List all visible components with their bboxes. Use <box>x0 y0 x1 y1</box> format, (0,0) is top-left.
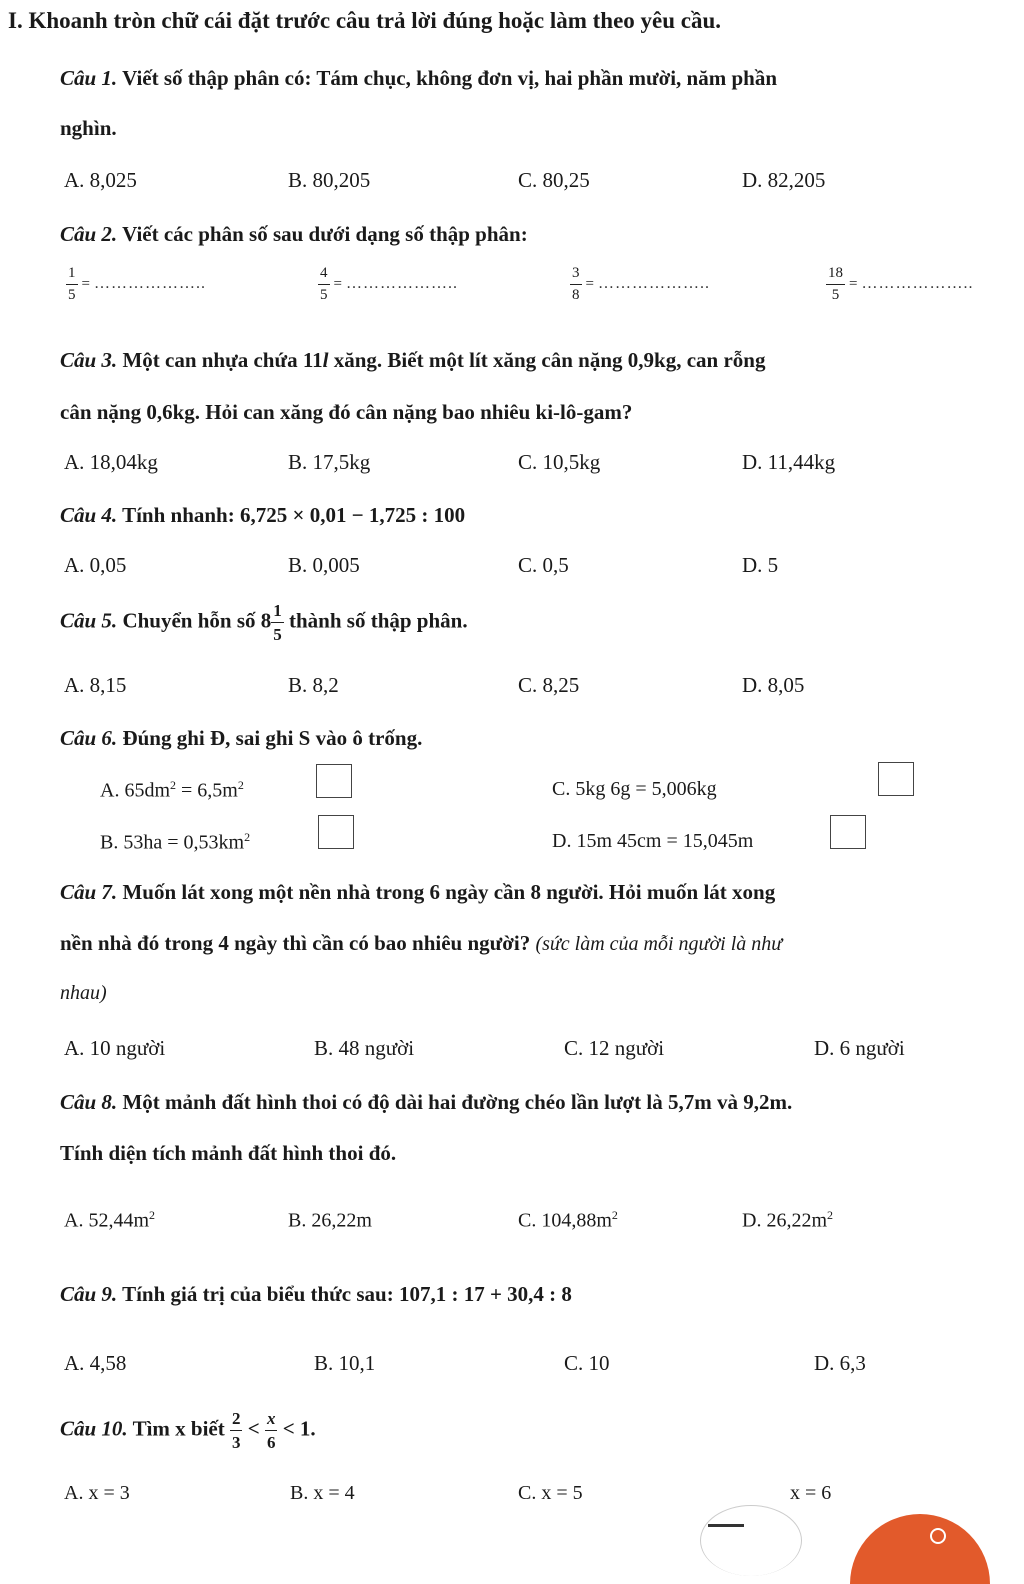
q8-option-c[interactable]: C. $104,88m^2$ <box>518 1208 618 1232</box>
section-title: I. Khoanh tròn chữ cái đặt trước câu trả lời đúng hoặc làm theo yêu cầu. <box>8 8 722 33</box>
q2-answer-blank-2[interactable]: ……………….. <box>345 275 458 293</box>
q3-option-a[interactable]: A. 18,04kg <box>64 450 158 474</box>
q4-option-c[interactable]: C. 0,5 <box>518 553 569 577</box>
q7-option-a[interactable]: A. 10 người <box>64 1036 166 1060</box>
question-7-cont: nền nhà đó trong 4 ngày thì cần có bao nhiêu người? (sức làm của mỗi người là như <box>60 931 783 955</box>
q2-fraction-1: $\frac{1}{5}$ = ……………….. <box>68 265 206 303</box>
q7-option-b[interactable]: B. 48 người <box>314 1036 415 1060</box>
question-7: Câu 7. Muốn lát xong một nền nhà trong 6 ngày cần 8 người. Hỏi muốn lát xong <box>60 880 776 904</box>
question-2: Câu 2. Viết các phân số sau dưới dạng số thập phân: <box>60 222 528 246</box>
question-3: Câu 3. Một can nhựa chứa 11l xăng. Biết một lít xăng cân nặng 0,9kg, can rỗng <box>60 348 766 372</box>
q9-option-b[interactable]: B. 10,1 <box>314 1351 376 1375</box>
q1-option-d[interactable]: D. 82,205 <box>742 168 826 192</box>
question-6: Câu 6. Đúng ghi Đ, sai ghi S vào ô trống. <box>60 726 423 750</box>
q7-option-c[interactable]: C. 12 người <box>564 1036 665 1060</box>
q8-option-d[interactable]: D. $26,22m^2$ <box>742 1208 833 1232</box>
q6-item-a: A. $65dm^2 = 6,5m^2$ <box>100 778 244 802</box>
search-icon <box>930 1528 946 1544</box>
question-8: Câu 8. Một mảnh đất hình thoi có độ dài hai đường chéo lần lượt là 5,7m và 9,2m. <box>60 1090 793 1114</box>
q3-option-d[interactable]: D. 11,44kg <box>742 450 836 474</box>
q2-answer-blank-3[interactable]: ……………….. <box>597 275 710 293</box>
q6-item-b: B. $53ha = 0,53km^2$ <box>100 830 251 854</box>
q5-option-d[interactable]: D. 8,05 <box>742 673 805 697</box>
q5-option-a[interactable]: A. 8,15 <box>64 673 127 697</box>
q5-option-b[interactable]: B. 8,2 <box>288 673 339 697</box>
q2-fraction-4: $\frac{18}{5}$ = ……………….. <box>828 265 974 303</box>
q6-answer-box-d[interactable] <box>830 815 866 849</box>
q2-answer-blank-4[interactable]: ……………….. <box>861 275 974 293</box>
q9-option-c[interactable]: C. 10 <box>564 1351 610 1375</box>
q6-answer-box-b[interactable] <box>318 815 354 849</box>
q4-option-b[interactable]: B. 0,005 <box>288 553 360 577</box>
q10-option-c[interactable]: C. x = 5 <box>518 1482 583 1504</box>
q6-item-c: C. 5kg 6g = 5,006kg <box>552 778 717 800</box>
keyboard-icon <box>708 1524 744 1527</box>
question-5: Câu 5. Chuyển hỗn số 8 $\frac{1}{5}$ thành số thập phân. <box>60 601 468 644</box>
q9-option-a[interactable]: A. 4,58 <box>64 1351 127 1375</box>
q6-answer-box-a[interactable] <box>316 764 352 798</box>
q2-fraction-2: $\frac{4}{5}$ = ……………….. <box>320 265 458 303</box>
question-3-cont: cân nặng 0,6kg. Hỏi can xăng đó cân nặng bao nhiêu ki-lô-gam? <box>60 400 633 424</box>
q2-fraction-3: $\frac{3}{8}$ = ……………….. <box>572 265 710 303</box>
q2-answer-blank-1[interactable]: ……………….. <box>93 275 206 293</box>
q3-option-c[interactable]: C. 10,5kg <box>518 450 601 474</box>
question-9: Câu 9. Tính giá trị của biểu thức sau: 107,1 : 17 + 30,4 : 8 <box>60 1282 572 1306</box>
q10-option-b[interactable]: B. x = 4 <box>290 1482 355 1504</box>
q10-option-a[interactable]: A. x = 3 <box>64 1482 130 1504</box>
floating-action-button[interactable] <box>850 1514 990 1584</box>
question-1-cont: nghìn. <box>60 116 117 140</box>
q1-option-a[interactable]: A. 8,025 <box>64 168 137 192</box>
q8-option-a[interactable]: A. $52,44m^2$ <box>64 1208 155 1232</box>
question-1: Câu 1. Viết số thập phân có: Tám chục, không đơn vị, hai phần mười, năm phần <box>60 66 778 90</box>
question-10: Câu 10. Tìm x biết $\frac{2}{3}$ < $\frac{x}{6}$ < 1. <box>60 1409 316 1452</box>
q8-option-b[interactable]: B. 26,22m <box>288 1209 372 1232</box>
q10-option-d[interactable]: x = 6 <box>790 1482 832 1504</box>
q9-option-d[interactable]: D. 6,3 <box>814 1351 866 1375</box>
q6-answer-box-c[interactable] <box>878 762 914 796</box>
question-7-note: nhau) <box>60 982 107 1004</box>
question-8-cont: Tính diện tích mảnh đất hình thoi đó. <box>60 1141 397 1165</box>
q5-option-c[interactable]: C. 8,25 <box>518 673 580 697</box>
q7-option-d[interactable]: D. 6 người <box>814 1036 905 1060</box>
question-4: Câu 4. Tính nhanh: 6,725 × 0,01 − 1,725 : 100 <box>60 503 466 527</box>
q1-option-b[interactable]: B. 80,205 <box>288 168 371 192</box>
q1-option-c[interactable]: C. 80,25 <box>518 168 590 192</box>
q4-option-d[interactable]: D. 5 <box>742 553 779 577</box>
q3-option-b[interactable]: B. 17,5kg <box>288 450 371 474</box>
q4-option-a[interactable]: A. 0,05 <box>64 553 127 577</box>
q6-item-d: D. 15m 45cm = 15,045m <box>552 830 754 852</box>
